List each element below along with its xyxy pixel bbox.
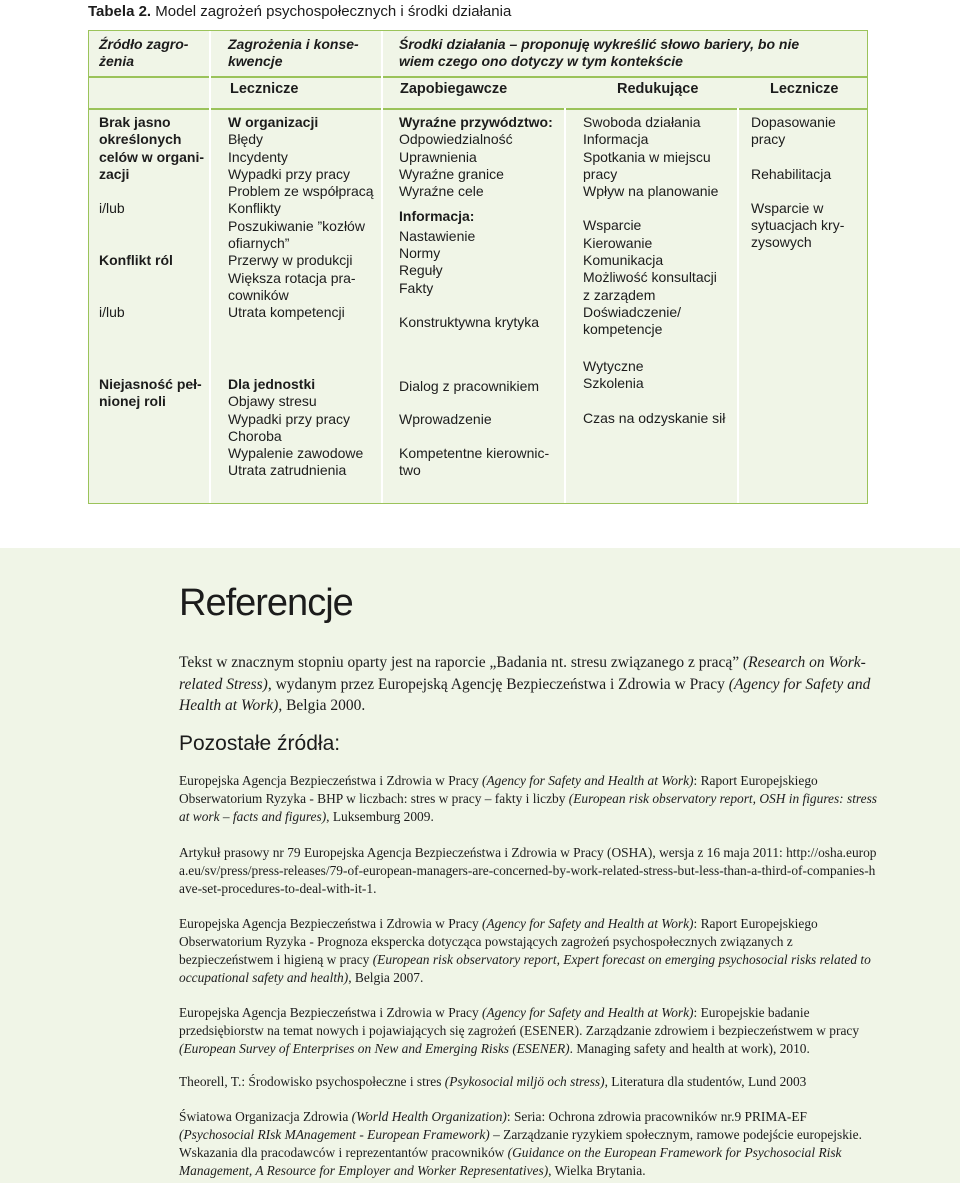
col-divider	[209, 31, 211, 503]
reference-item: Europejska Agencja Bezpieczeństwa i Zdrowia w Pracy (Agency for Safety and Health at Work): Raport Europejskiego Obserwatorium Ryzyka - Prognoza ekspercka dotycząca powstających zagrożeń psychospołecznych związanych z bezpieczeństwem i higieną w pracy (European risk observatory report, Expert forecast on emerging psychosocial risks related to occupational safety and health), Belgia 2007.	[179, 916, 871, 985]
col-divider	[564, 108, 566, 503]
references-intro: Tekst w znacznym stopniu oparty jest na raporcie „Badania nt. stresu związanego z pracą” (Research on Work-related Stress), wydanym przez Europejską Agencję Bezpieczeństwa i Zdrowia w Pracy (Agency for Safety and Health at Work), Belgia 2000.	[179, 654, 871, 714]
header-measures: Środki działania – proponuję wykreślić słowo bariery, bo nie wiem czego ono dotyczy w tym kontekście	[399, 36, 800, 69]
row2-source: Niejasność peł- nionej roli	[99, 376, 202, 410]
subheader-divider	[89, 108, 867, 110]
row2-reducing: Wytyczne Szkolenia Czas na odzyskanie sił	[583, 358, 726, 426]
col-divider	[737, 108, 739, 503]
reference-item: Theorell, T.: Środowisko psychospołeczne i stres (Psykosocial miljö och stress), Literatura dla studentów, Lund 2003	[179, 1074, 807, 1089]
header-divider	[89, 76, 867, 78]
risk-model-table	[88, 30, 868, 504]
row1-threats: W organizacji Błędy Incydenty Wypadki przy pracy Problem ze współpracą Konflikty Poszukiwanie ”kozłów ofiarnych” Przerwy w produkcji Większa rotacja pra- cowników Utrata kompetencji	[228, 114, 374, 321]
row1-source: Brak jasno określonych celów w organi- zacji i/lub Konflikt ról i/lub	[99, 114, 205, 320]
other-sources-title: Pozostałe źródła:	[179, 732, 341, 755]
table-caption: Tabela 2. Model zagrożeń psychospołecznych i środki działania	[88, 3, 512, 20]
row1-reducing: Swoboda działania Informacja Spotkania w miejscu pracy Wpływ na planowanie Wsparcie Kierowanie Komunikacja Możliwość konsultacji z zarządem Doświadczenie/ kompetencje	[583, 114, 719, 338]
reference-item: Światowa Organizacja Zdrowia (World Health Organization): Seria: Ochrona zdrowia pracowników nr.9 PRIMA-EF (Psychosocial RIsk MAnagement - European Framework) – Zarządzanie ryzykiem społecznym, ramowe podejście europejskie. Wskazania dla pracodawców i reprezentantów pracowników (Guidance on the European Framework for Psychosocial Risk Management, A Resource for Employer and Worker Representatives), Wielka Brytania.	[179, 1109, 862, 1178]
reference-item: Europejska Agencja Bezpieczeństwa i Zdrowia w Pracy (Agency for Safety and Health at Work): Raport Europejskiego Obserwatorium Ryzyka - BHP w liczbach: stres w pracy – fakty i liczby (European risk observatory report, OSH in figures: stress at work – facts and figures), Luksemburg 2009.	[179, 773, 878, 824]
row1-curative: Dopasowanie pracy Rehabilitacja Wsparcie w sytuacjach kry- zysowych	[751, 114, 845, 251]
row2-threats: Dla jednostki Objawy stresu Wypadki przy pracy Choroba Wypalenie zawodowe Utrata zatrudnienia	[228, 376, 364, 479]
reference-item: Artykuł prasowy nr 79 Europejska Agencja Bezpieczeństwa i Zdrowia w Pracy (OSHA), wersja z 16 maja 2011: http://osha.europa.eu/sv/press/press-releases/79-of-european-managers-are-concerned-by-work-related-stress-but-less-than-a-third-of-companies-have-set-procedures-to-deal-with-it-1.	[179, 845, 877, 896]
subheader-reducing: Redukujące	[617, 81, 699, 97]
header-source: Źródło zagro- żenia	[99, 36, 189, 69]
col-divider	[381, 31, 383, 503]
row1-preventive: Wyraźne przywództwo: Odpowiedzialność Uprawnienia Wyraźne granice Wyraźne cele Informacja: Nastawienie Normy Reguły Fakty Konstruktywna krytyka	[399, 114, 553, 330]
references-section	[0, 548, 960, 1183]
reference-item: Europejska Agencja Bezpieczeństwa i Zdrowia w Pracy (Agency for Safety and Health at Work): Europejskie badanie przedsiębiorstw na temat nowych i pojawiających się zagrożeń (ESENER). Zarządzanie zdrowiem i bezpieczeństwem w pracy (European Survey of Enterprises on New and Emerging Risks (ESENER). Managing safety and health at work), 2010.	[179, 1005, 860, 1056]
row2-preventive: Dialog z pracownikiem Wprowadzenie Kompetentne kierownic- two	[399, 378, 550, 478]
subheader-curative: Lecznicze	[230, 81, 299, 97]
references-title: Referencje	[179, 582, 353, 624]
subheader-preventive: Zapobiegawcze	[400, 81, 508, 97]
subheader-curative-2: Lecznicze	[770, 81, 839, 97]
header-threats: Zagrożenia i konse- kwencje	[228, 36, 359, 69]
